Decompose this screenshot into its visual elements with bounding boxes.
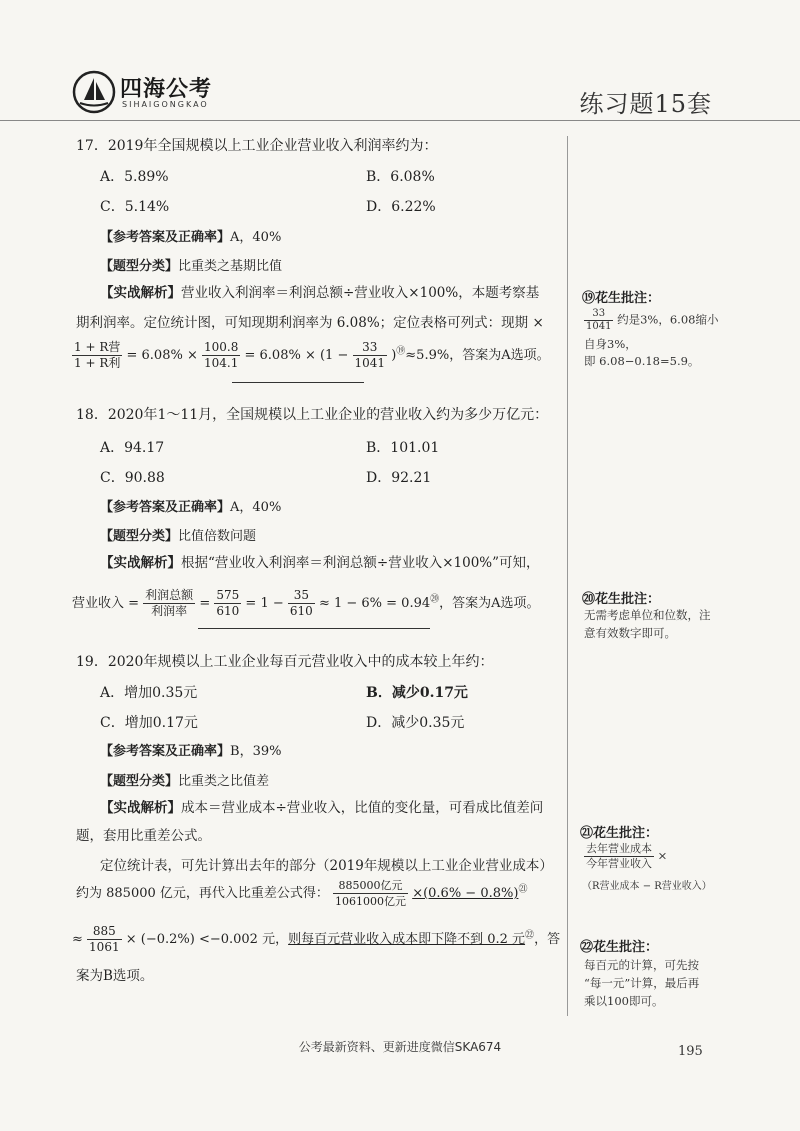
q18-option-c: C．90.88 <box>100 470 165 486</box>
q17-frac-growth: $\frac{\text{1 + R营}}{\text{1 + R利}}$ <box>74 340 121 370</box>
logo <box>72 70 242 114</box>
q17-underline <box>232 382 364 383</box>
q19-frac-small: $\frac{885}{1061}$ <box>89 924 120 954</box>
q17-eq-c: ) <box>391 348 397 363</box>
answer-value: B，39% <box>230 744 282 759</box>
q19-stem: 19．2020年规模以上工业企业每百元营业收入中的成本较上年约： <box>76 654 494 670</box>
type-value: 比值倍数问题 <box>178 529 257 544</box>
q19-type <box>100 770 269 789</box>
q17-type <box>100 255 282 274</box>
answer-tag: 【参考答案及正确率】 <box>100 744 231 759</box>
note-22-line1: 每百元的计算，可先按 <box>584 958 699 972</box>
q17-option-c: C．5.14% <box>100 199 170 215</box>
note-19-line1: 约是3%，6.08缩小 <box>617 312 719 327</box>
note-22-title: ㉒花生批注： <box>580 940 659 955</box>
note-20-line2: 意有效数字即可。 <box>584 626 676 640</box>
q18-stem: 18．2020年1～11月，全国规模以上工业企业的营业收入约为多少万亿元： <box>76 407 549 423</box>
q19-eq-b: × (−0.2%) <−0.002 元， <box>125 932 289 947</box>
q17-eq-d: ≈5.9%，答案为A选项。 <box>405 348 550 363</box>
q19-option-d: D．减少0.35元 <box>366 715 465 731</box>
q17-analysis-line1 <box>100 279 560 307</box>
q19-answer <box>100 740 281 759</box>
note-19-line3: 即 6.08−0.18=5.9。 <box>584 354 700 368</box>
note-21-line1: （R营业成本 − R营业收入） <box>582 881 712 892</box>
q19-option-c: C．增加0.17元 <box>100 715 198 731</box>
note-21-frac: $\frac{\text{去年营业成本}}{\text{今年营业收入}}$ <box>586 842 652 870</box>
q17-answer <box>100 226 281 245</box>
q17-eq-b: = 6.08% × (1 − <box>244 348 349 363</box>
q19-conclusion: 则每百元营业收入成本即下降不到 0.2 元 <box>288 932 526 947</box>
type-tag: 【题型分类】 <box>100 529 179 544</box>
q19-analysis-line1 <box>100 794 566 822</box>
note-22-line2: “每一元”计算，最后再 <box>584 976 700 990</box>
answer-tag: 【参考答案及正确率】 <box>100 230 231 245</box>
q18-formula <box>72 588 562 619</box>
note-21-formula <box>584 842 667 871</box>
sailboat-logo-icon <box>72 70 116 114</box>
q18-lhs: 营业收入 = <box>72 596 140 611</box>
type-value: 比重类之基期比值 <box>178 259 283 274</box>
footer-text: 公考最新资料、更新进度微信SKA674 <box>298 1040 502 1054</box>
q18-type <box>100 525 256 544</box>
note-19-title: ⑲花生批注： <box>582 291 661 306</box>
q19-formula1 <box>76 878 566 909</box>
analysis-tag: 【实战解析】 <box>100 800 181 816</box>
type-value: 比重类之比值差 <box>178 774 270 789</box>
analysis-text: 成本＝营业成本÷营业收入，比值的变化量，可看成比值差问 <box>181 800 544 816</box>
q19-eq-a: ×(0.6% − 0.8%) <box>412 886 519 901</box>
analysis-tag: 【实战解析】 <box>100 555 181 571</box>
logo-text-cn: 四海公考 <box>120 77 213 102</box>
q18-frac-def: $\frac{\text{利润总额}}{\text{利润率}}$ <box>145 588 194 618</box>
q18-frac-small: $\frac{35}{610}$ <box>289 588 313 618</box>
q18-option-b: B．101.01 <box>366 440 440 456</box>
analysis-text: 营业收入利润率＝利润总额÷营业收入×100%，本题考察基 <box>181 285 540 301</box>
q19-analysis-line2: 题，套用比重差公式。 <box>76 828 211 844</box>
q19-ref1: ㉑ <box>518 884 528 895</box>
q18-eq-b: = 1 − <box>245 596 284 611</box>
q17-frac-small: $\frac{33}{1041}$ <box>354 340 386 370</box>
q19-formula2 <box>72 924 566 955</box>
q18-option-d: D．92.21 <box>366 470 432 486</box>
q18-eq-d: ，答案为A选项。 <box>439 596 540 611</box>
answer-value: A，40% <box>230 230 282 245</box>
note-19-line2: 自身3%， <box>584 337 637 351</box>
q17-option-d: D．6.22% <box>366 199 436 215</box>
q18-option-a: A．94.17 <box>100 440 165 456</box>
logo-text-en: SIHAIGONGKAO <box>122 100 209 109</box>
q18-frac-values: $\frac{575}{610}$ <box>216 588 240 618</box>
header-divider <box>0 120 800 121</box>
q17-option-b: B．6.08% <box>366 169 435 185</box>
answer-value: A，40% <box>230 500 282 515</box>
margin-divider <box>567 136 568 1016</box>
answer-tag: 【参考答案及正确率】 <box>100 500 231 515</box>
q19-option-b: B．减少0.17元 <box>366 685 468 701</box>
q19-analysis-last: 案为B选项。 <box>76 968 154 984</box>
analysis-tag: 【实战解析】 <box>100 285 181 301</box>
q17-eq-a: = 6.08% × <box>126 348 198 363</box>
q19-eq-d: ，答 <box>534 932 561 947</box>
q19-option-a: A．增加0.35元 <box>100 685 198 701</box>
note-21-times: × <box>657 848 668 863</box>
q18-underline <box>198 628 430 629</box>
q18-eq-c: ≈ 1 − 6% = 0.94 <box>318 596 431 611</box>
q19-eq-lead: 约为 885000 亿元，再代入比重差公式得： <box>76 886 329 901</box>
q18-answer <box>100 496 281 515</box>
q19-eq-pre: ≈ <box>72 932 83 947</box>
note-20-line1: 无需考虑单位和位数，注 <box>584 608 711 622</box>
q18-ref: ⑳ <box>430 594 440 605</box>
note-19-body <box>584 308 724 333</box>
q18-eq-a: = <box>199 596 211 611</box>
note-22-line3: 乘以100即可。 <box>584 994 664 1008</box>
analysis-text: 根据“营业收入利润率＝利润总额÷营业收入×100%”可知， <box>181 555 540 571</box>
q17-ref: ⑲ <box>396 346 406 357</box>
type-tag: 【题型分类】 <box>100 259 179 274</box>
q17-option-a: A．5.89% <box>100 169 169 185</box>
q17-analysis-line2: 期利润率。定位统计图，可知现期利润率为 6.08%；定位表格可列式：现期 × <box>76 315 544 331</box>
q17-stem: 17．2019年全国规模以上工业企业营业收入利润率约为： <box>76 138 438 154</box>
q17-frac-ratio: $\frac{100.8}{104.1}$ <box>204 340 239 370</box>
page-number: 195 <box>678 1044 703 1059</box>
q19-ref2: ㉒ <box>525 930 535 941</box>
set-label: 练习题15套 <box>579 90 712 118</box>
q19-frac-ratio: $\frac{\text{885000亿元}}{\text{1061000亿元}}$ <box>335 879 407 908</box>
q17-formula <box>72 340 562 371</box>
note-19-frac: $\frac{33}{1041}$ <box>586 308 612 332</box>
q18-analysis-line1 <box>100 549 566 577</box>
q19-analysis-line3: 定位统计表，可先计算出去年的部分（2019年规模以上工业企业营业成本） <box>100 858 553 874</box>
note-21-title: ㉑花生批注： <box>580 826 659 841</box>
type-tag: 【题型分类】 <box>100 774 179 789</box>
note-20-title: ⑳花生批注： <box>582 592 661 607</box>
